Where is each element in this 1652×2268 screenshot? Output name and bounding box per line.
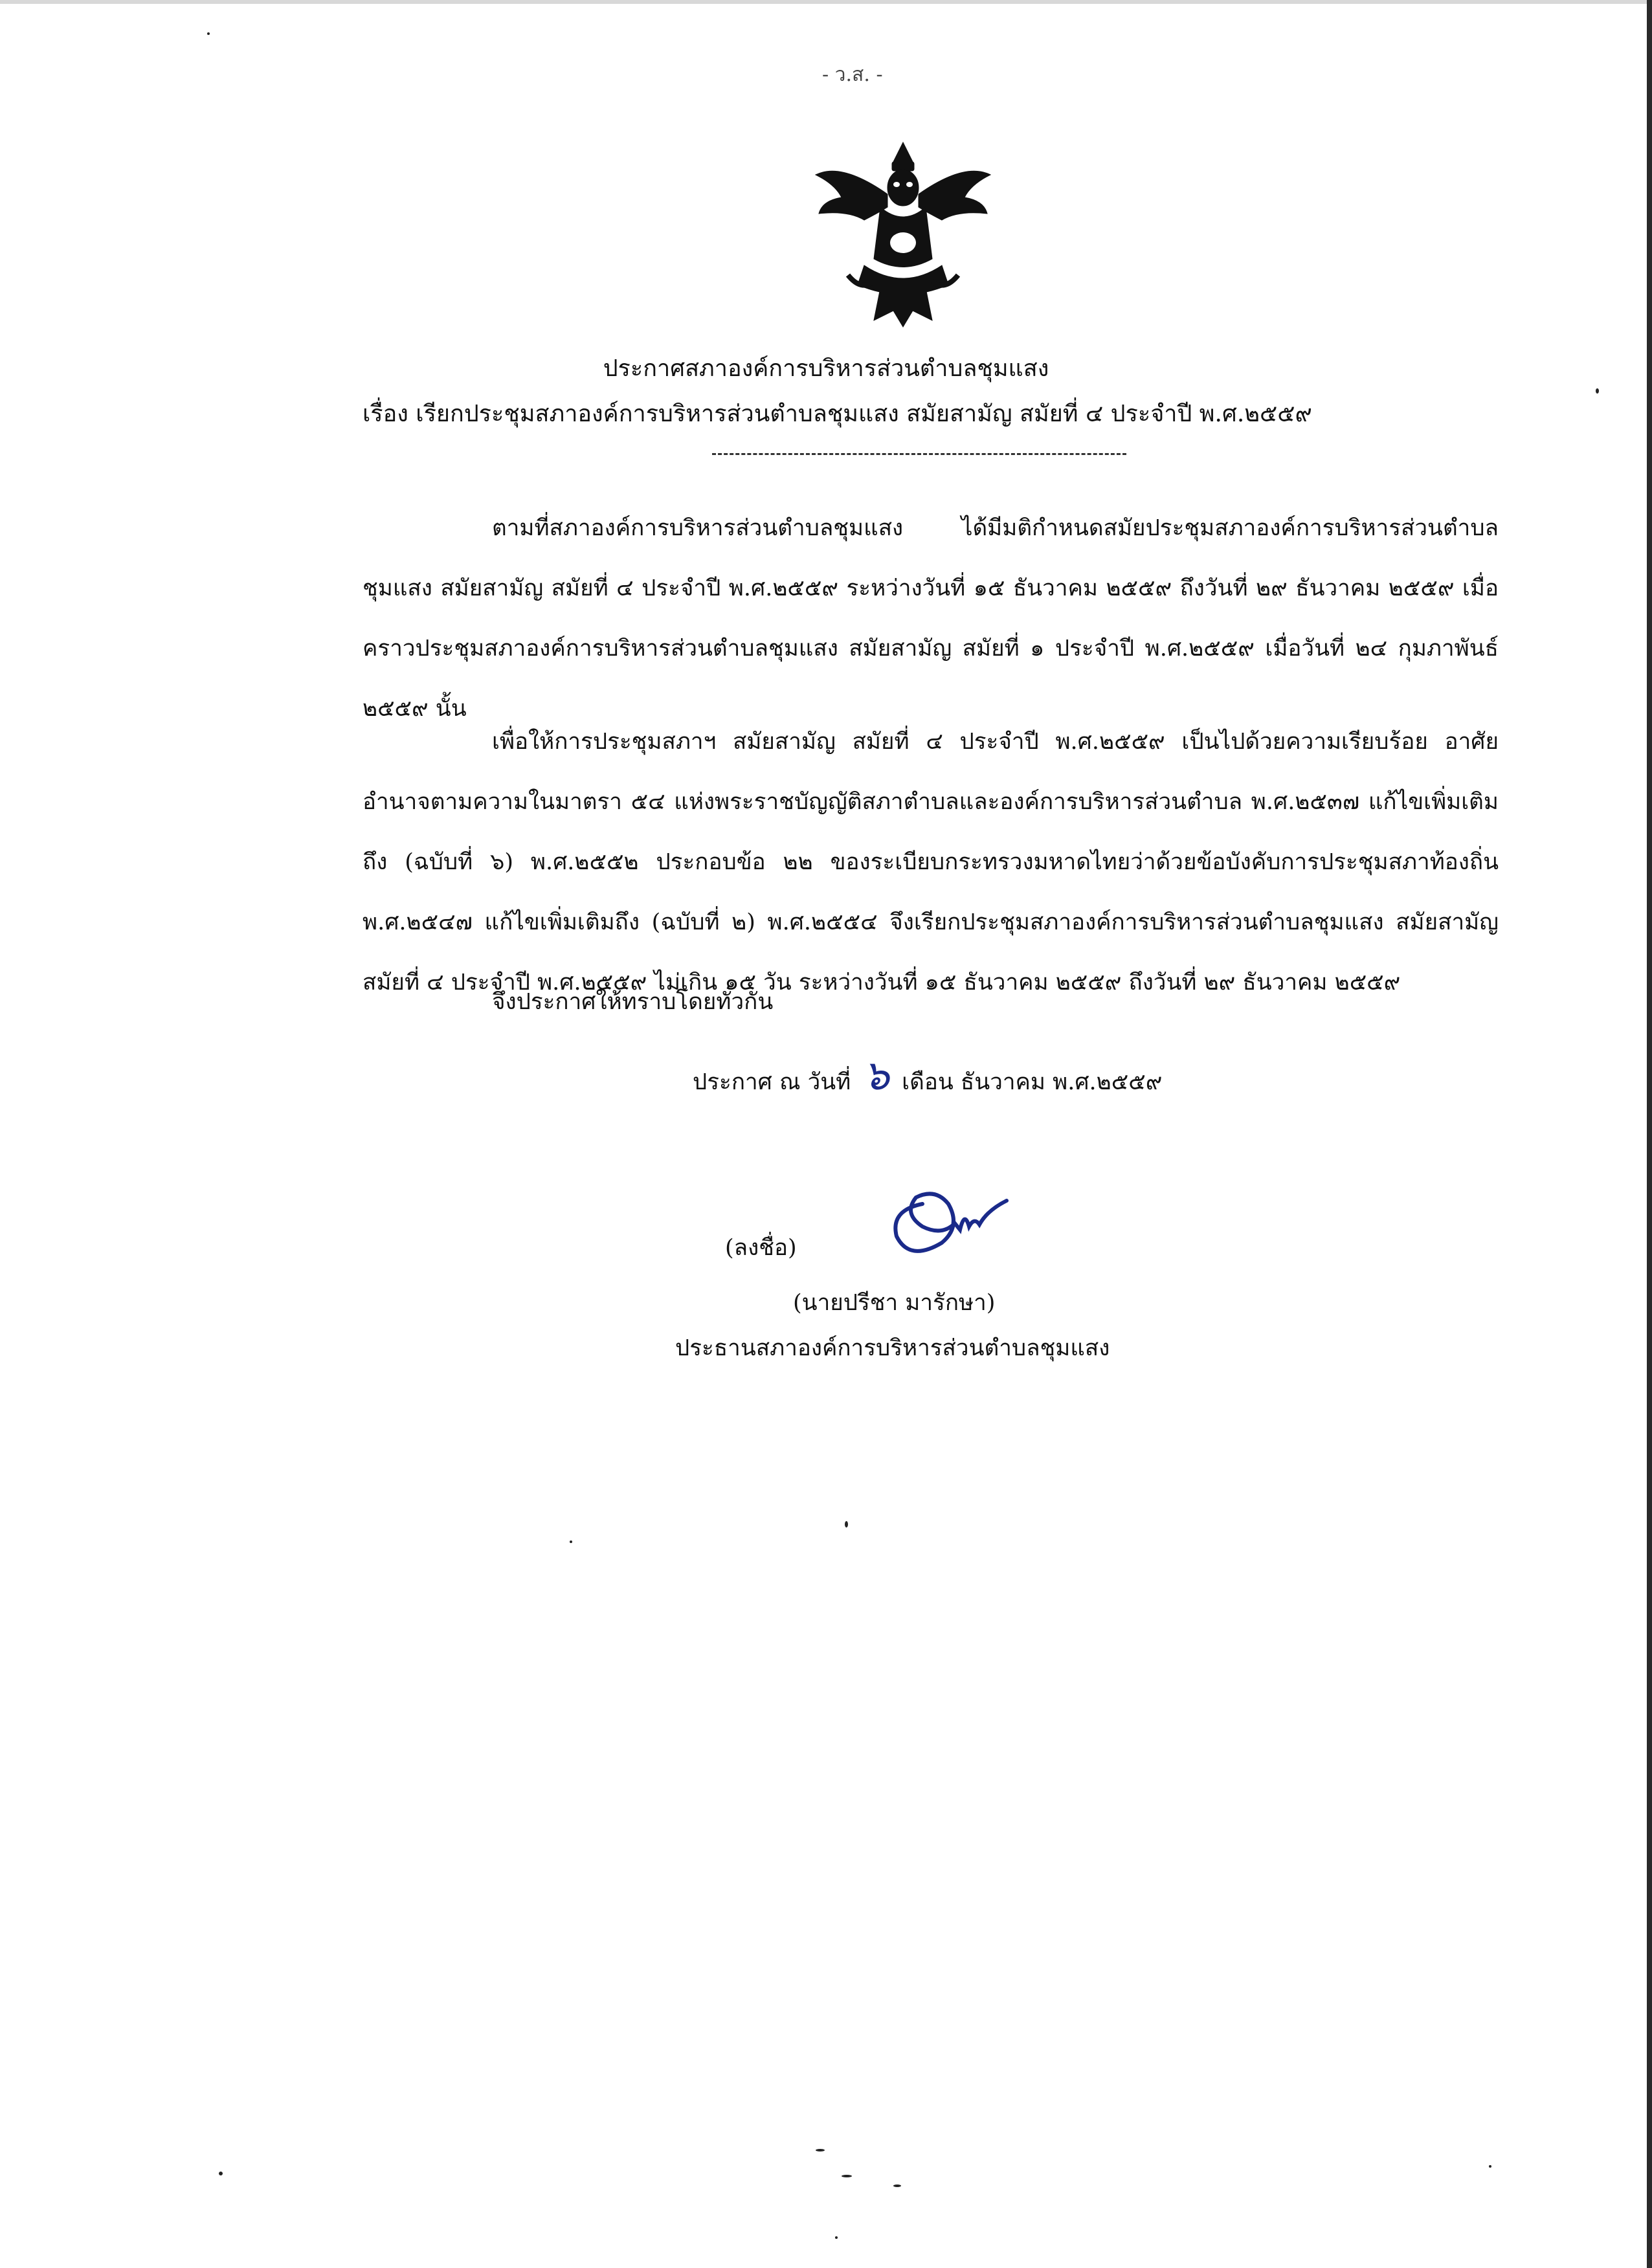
scan-speck bbox=[570, 1540, 572, 1543]
date-prefix: ประกาศ ณ วันที่ bbox=[693, 1069, 851, 1095]
garuda-emblem bbox=[803, 136, 1003, 330]
announcement-title: ประกาศสภาองค์การบริหารส่วนตำบลชุมแสง bbox=[603, 355, 1049, 382]
scan-speck bbox=[207, 32, 210, 35]
scan-edge-right bbox=[1647, 0, 1652, 2268]
signature-label: (ลงชื่อ) bbox=[725, 1235, 797, 1261]
date-suffix: เดือน ธันวาคม พ.ศ.๒๕๕๙ bbox=[902, 1069, 1163, 1095]
scan-speck bbox=[845, 1521, 848, 1528]
scan-speck bbox=[1596, 388, 1599, 394]
scan-speck bbox=[816, 2149, 825, 2151]
header-divider bbox=[712, 453, 1126, 455]
closing-statement: จึงประกาศให้ทราบโดยทั่วกัน bbox=[492, 989, 774, 1015]
scan-edge-top bbox=[0, 0, 1652, 4]
scan-speck bbox=[219, 2172, 223, 2175]
date-day-handwritten: ๖ bbox=[863, 1052, 890, 1100]
scan-speck bbox=[842, 2175, 852, 2177]
scan-speck bbox=[835, 2236, 838, 2239]
announcement-subject: เรื่อง เรียกประชุมสภาองค์การบริหารส่วนตำบลชุมแสง สมัยสามัญ สมัยที่ ๔ ประจำปี พ.ศ.๒๕๕๙ bbox=[363, 401, 1312, 427]
scan-speck bbox=[1489, 2165, 1491, 2168]
body-paragraph-2: เพื่อให้การประชุมสภาฯ สมัยสามัญ สมัยที่ ๔ ประจำปี พ.ศ.๒๕๕๙ เป็นไปด้วยความเรียบร้อย อาศัยอำนาจตามความในมาตรา ๕๔ แห่งพระราชบัญญัติสภาตำบลและองค์การบริหารส่วนตำบล พ.ศ.๒๕๓๗ แก้ไขเพิ่มเติมถึง (ฉบับที่ ๖) พ.ศ.๒๕๕๒ ประกอบข้อ ๒๒ ของระเบียบกระทรวงมหาดไทยว่าด้วยข้อบังคับการประชุมสภาท้องถิ่น พ.ศ.๒๕๔๗ แก้ไขเพิ่มเติมถึง (ฉบับที่ ๒) พ.ศ.๒๕๕๔ จึงเรียกประชุมสภาองค์การบริหารส่วนตำบลชุมแสง สมัยสามัญ สมัยที่ ๔ ประจำปี พ.ศ.๒๕๕๙ ไม่เกิน ๑๕ วัน ระหว่างวันที่ ๑๕ ธันวาคม ๒๕๕๙ ถึงวันที่ ๒๙ ธันวาคม ๒๕๕๙ bbox=[363, 729, 1499, 995]
top-stamp-mark: - ว.ส. - bbox=[822, 63, 883, 86]
announcement-date bbox=[693, 1042, 1162, 1108]
signer-position: ประธานสภาองค์การบริหารส่วนตำบลชุมแสง bbox=[675, 1335, 1110, 1361]
handwritten-signature bbox=[877, 1165, 1032, 1269]
signer-name: (นายปรีชา มารักษา) bbox=[793, 1290, 996, 1316]
scan-speck bbox=[893, 2185, 901, 2187]
body-paragraph-1: ตามที่สภาองค์การบริหารส่วนตำบลชุมแสง ได้มีมติกำหนดสมัยประชุมสภาองค์การบริหารส่วนตำบลชุมแสง สมัยสามัญ สมัยที่ ๔ ประจำปี พ.ศ.๒๕๕๙ ระหว่างวันที่ ๑๕ ธันวาคม ๒๕๕๙ ถึงวันที่ ๒๙ ธันวาคม ๒๕๕๙ เมื่อคราวประชุมสภาองค์การบริหารส่วนตำบลชุมแสง สมัยสามัญ สมัยที่ ๑ ประจำปี พ.ศ.๒๕๕๙ เมื่อวันที่ ๒๔ กุมภาพันธ์ ๒๕๕๙ นั้น bbox=[363, 515, 1499, 722]
